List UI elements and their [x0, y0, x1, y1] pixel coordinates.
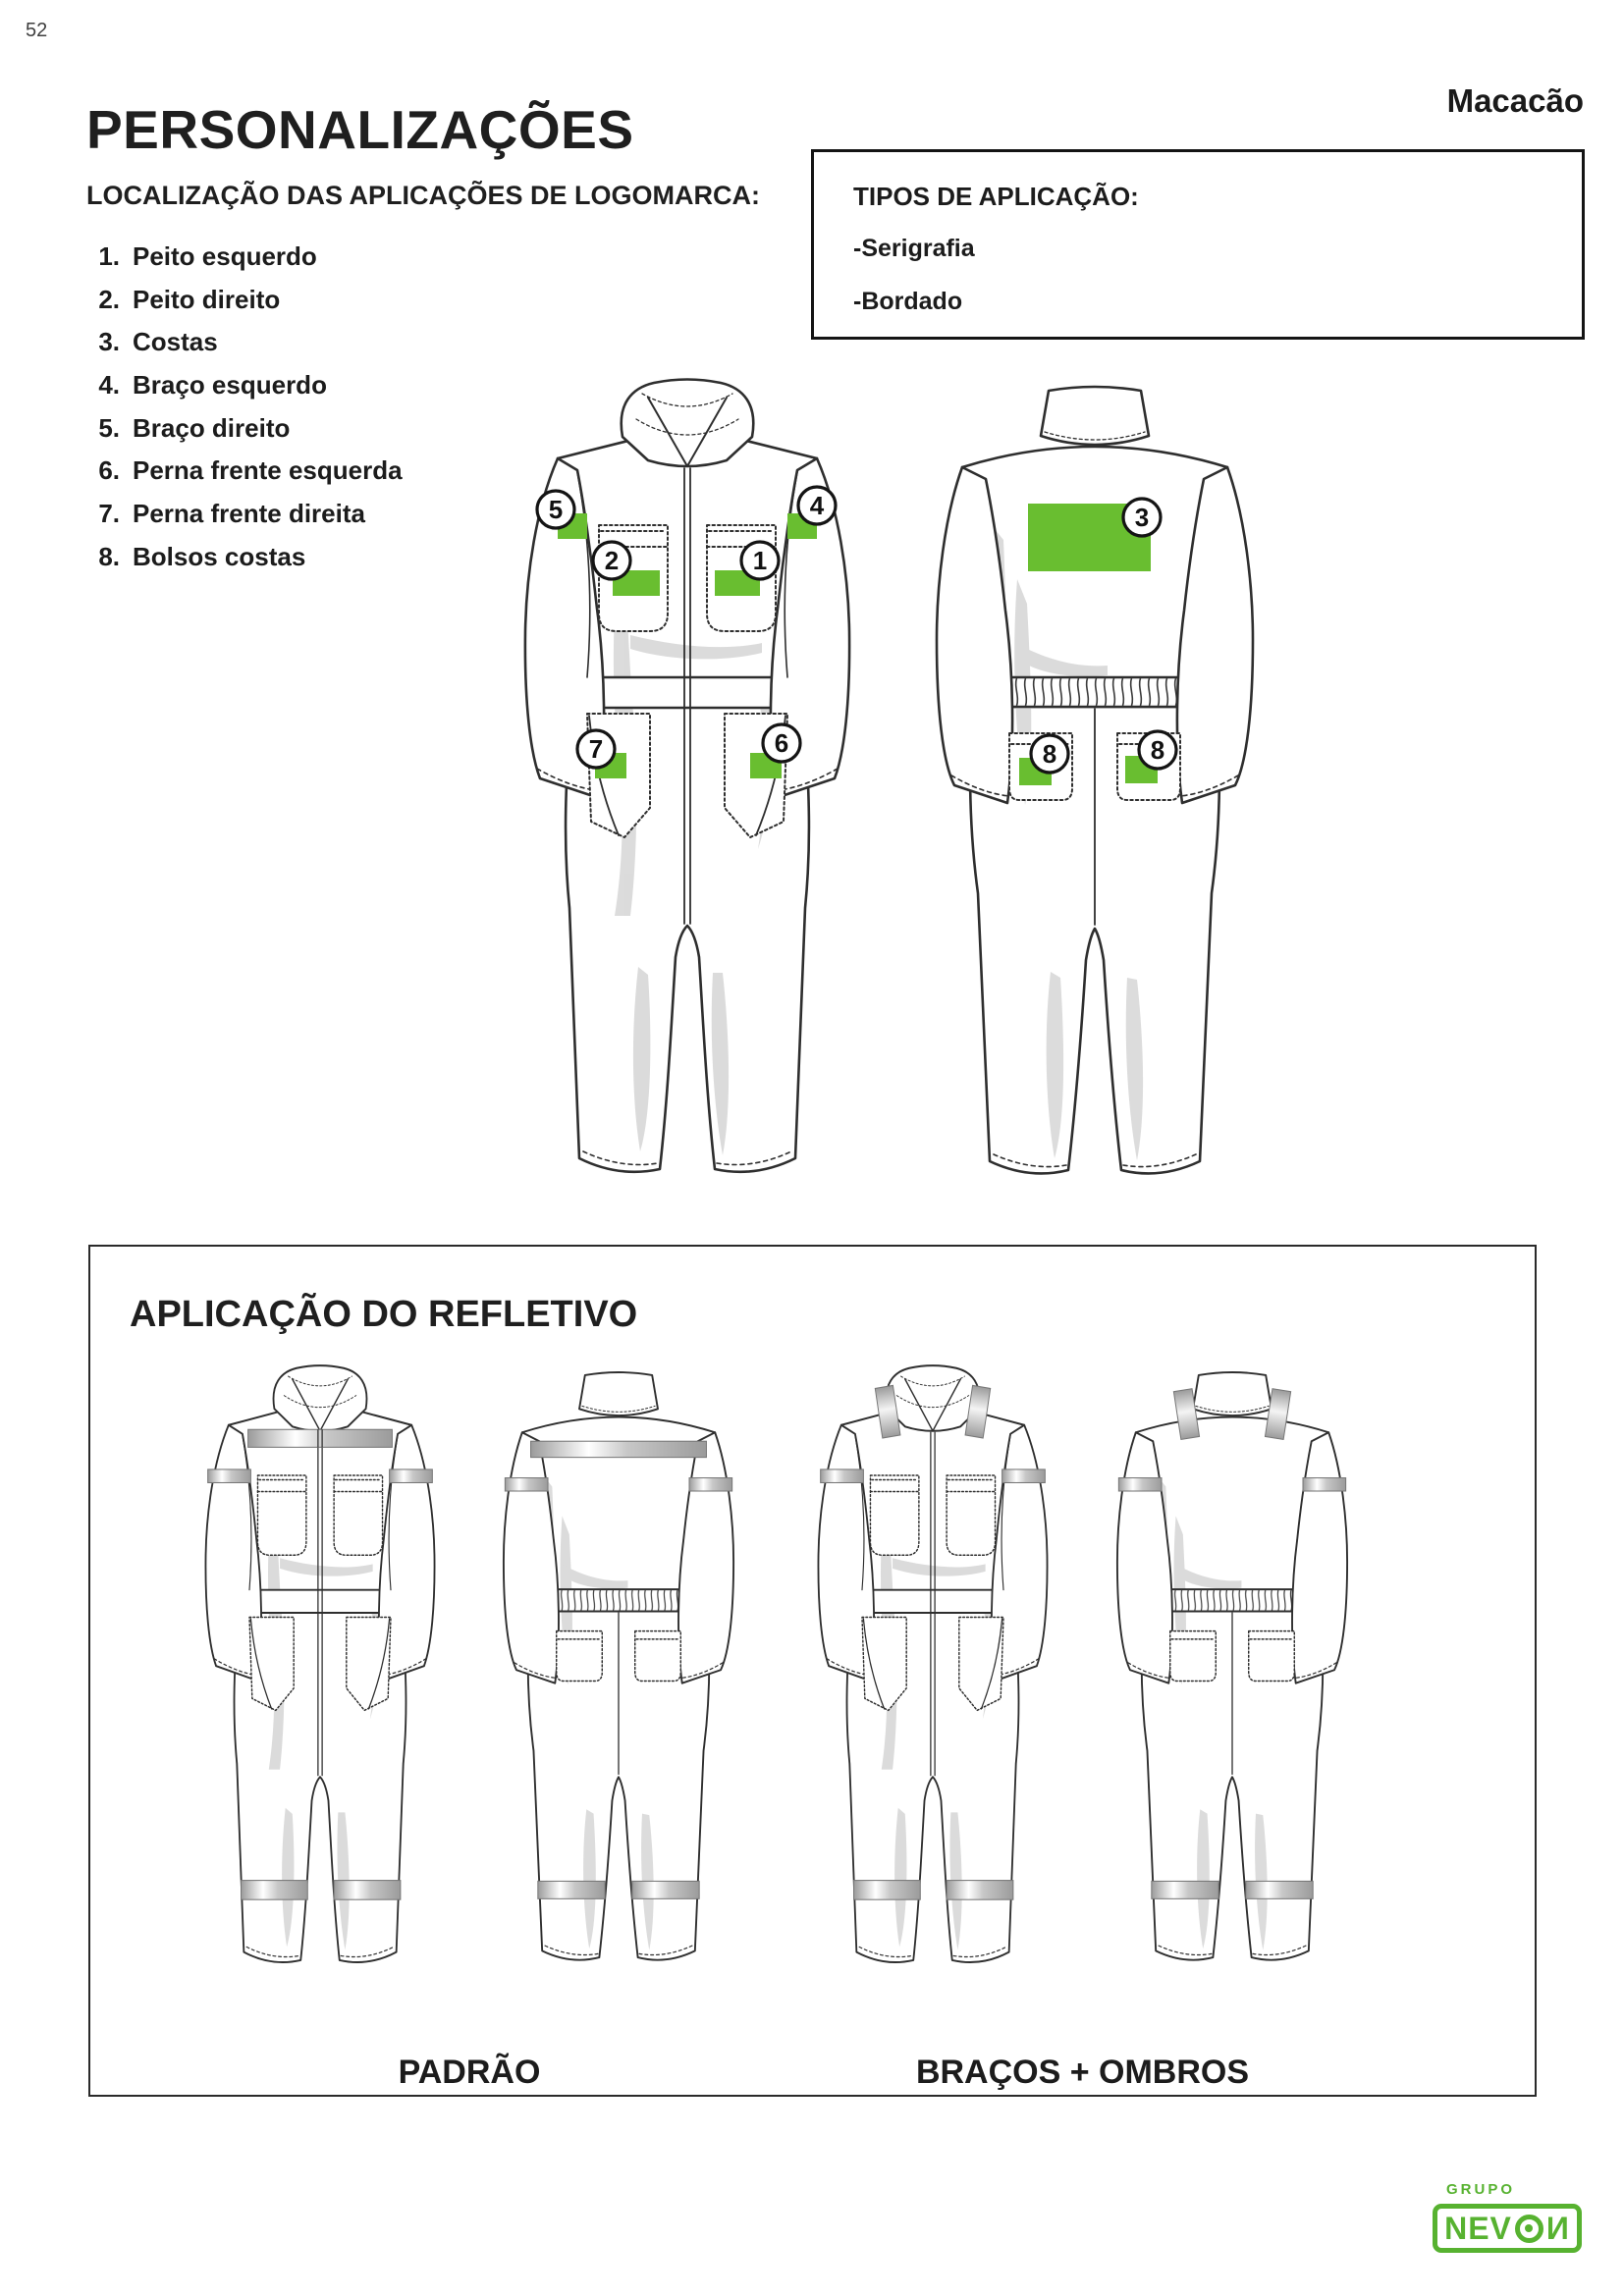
marker-1	[741, 542, 779, 579]
marker-8-right	[1139, 731, 1176, 769]
svg-text:8: 8	[1150, 735, 1165, 765]
coverall-front-reflective-arms-shoulders	[815, 1364, 1051, 1978]
item-number: 2.	[98, 284, 120, 314]
list-item	[86, 327, 403, 370]
brand-logo	[1433, 2181, 1586, 2253]
list-item	[86, 285, 403, 328]
coverall-front-reflective-standard	[202, 1364, 438, 1978]
item-number: 1.	[98, 241, 120, 271]
reflective-band-leg	[1246, 1881, 1313, 1898]
list-item	[86, 455, 403, 499]
reflective-band-leg	[1152, 1881, 1218, 1898]
reflective-band-arm	[1002, 1469, 1046, 1483]
reflective-band-chest	[248, 1429, 393, 1447]
svg-text:2: 2	[604, 546, 620, 575]
item-number: 5.	[98, 412, 120, 443]
reflective-band-arm	[1118, 1478, 1162, 1491]
page-title: PERSONALIZAÇÕES	[86, 99, 634, 160]
svg-text:5: 5	[548, 495, 564, 524]
list-item	[86, 499, 403, 542]
svg-text:4: 4	[809, 491, 825, 520]
item-number: 4.	[98, 370, 120, 400]
nevon-o-icon	[1515, 2215, 1543, 2243]
reflective-band-leg	[947, 1881, 1013, 1900]
marker-7	[577, 730, 615, 768]
application-types-title: TIPOS DE APLICAÇÃO:	[853, 182, 1139, 211]
list-item	[86, 542, 403, 585]
logo-location-list	[86, 241, 403, 585]
caption-arms-shoulders: BRAÇOS + OMBROS	[915, 2054, 1250, 2091]
item-number: 7.	[98, 499, 120, 529]
reflective-band-arm	[390, 1469, 433, 1483]
application-type: -Serigrafia	[853, 235, 975, 262]
item-number: 8.	[98, 541, 120, 571]
svg-text:7: 7	[588, 734, 604, 764]
nevon-logo-box	[1433, 2204, 1582, 2253]
coverall-back-reflective-standard	[501, 1369, 736, 1978]
svg-text:3: 3	[1134, 503, 1150, 532]
reflective-band-arm	[1303, 1478, 1346, 1491]
svg-text:1: 1	[752, 546, 768, 575]
marker-4	[798, 487, 836, 524]
coverall-back-reflective-arms-shoulders	[1114, 1369, 1350, 1978]
item-label: Braço esquerdo	[133, 370, 327, 400]
item-label: Bolsos costas	[133, 541, 306, 571]
item-label: Perna frente esquerda	[133, 455, 403, 486]
item-label: Costas	[133, 327, 218, 357]
product-title: Macacão	[1446, 82, 1584, 119]
section-subtitle: LOCALIZAÇÃO DAS APLICAÇÕES DE LOGOMARCA:	[86, 181, 760, 210]
reflective-band-leg	[334, 1881, 401, 1900]
reflective-band-leg	[854, 1881, 921, 1900]
reflective-band-arm	[821, 1469, 864, 1483]
reflective-band-leg	[632, 1881, 699, 1898]
reflective-band-back	[531, 1441, 707, 1457]
item-label: Perna frente direita	[133, 499, 365, 529]
marker-2	[593, 542, 630, 579]
application-types-box	[811, 149, 1585, 340]
reflective-band-arm	[689, 1478, 732, 1491]
list-item	[86, 413, 403, 456]
reflective-section-title: APLICAÇÃO DO REFLETIVO	[130, 1294, 638, 1335]
item-number: 6.	[98, 455, 120, 486]
list-item	[86, 241, 403, 285]
item-label: Peito esquerdo	[133, 241, 317, 271]
item-label: Braço direito	[133, 412, 291, 443]
reflective-band-arm	[208, 1469, 251, 1483]
application-type: -Bordado	[853, 288, 963, 315]
caption-standard: PADRÃO	[398, 2054, 541, 2091]
coverall-back-logo-diagram	[933, 383, 1257, 1198]
item-label: Peito direito	[133, 284, 281, 314]
marker-5	[537, 491, 574, 528]
reflective-band-leg	[242, 1881, 308, 1900]
nevon-logo-text-right: И	[1545, 2211, 1570, 2246]
svg-text:6: 6	[774, 728, 789, 758]
marker-3	[1123, 499, 1161, 536]
page-number: 52	[26, 20, 48, 41]
svg-text:8: 8	[1042, 739, 1057, 769]
marker-8-left	[1031, 735, 1068, 773]
nevon-logo-text-left: NEV	[1444, 2211, 1512, 2246]
item-number: 3.	[98, 327, 120, 357]
coverall-front-logo-diagram	[520, 378, 854, 1193]
marker-6	[763, 724, 800, 762]
brand-logo-grupo: GRUPO	[1446, 2181, 1516, 2198]
reflective-band-leg	[538, 1881, 605, 1898]
list-item	[86, 370, 403, 413]
reflective-band-arm	[505, 1478, 548, 1491]
